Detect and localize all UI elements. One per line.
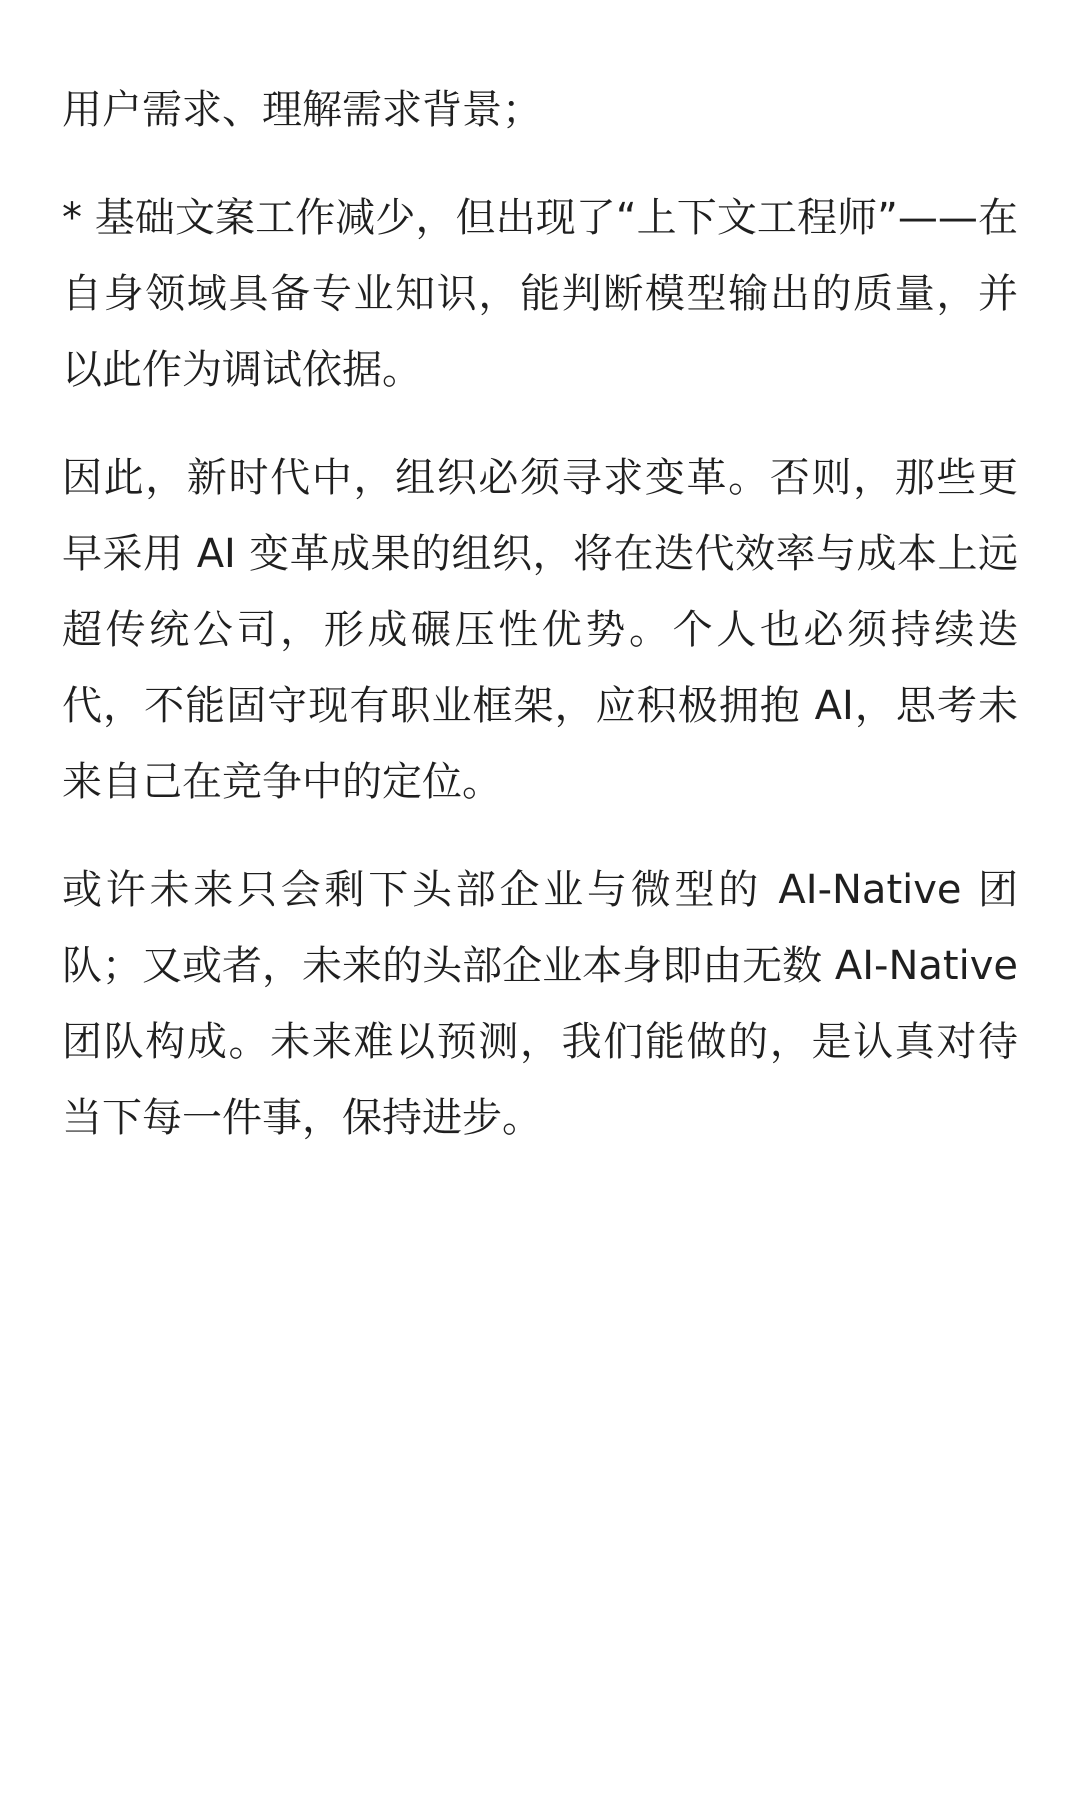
paragraph-future-outlook: 或许未来只会剩下头部企业与微型的 AI-Native 团队；又或者，未来的头部企业本身即由无数 AI-Native 团队构成。未来难以预测，我们能做的，是认真对待当下每一件事，保持进步。 — [62, 867, 1018, 1141]
paragraph-context-engineer: * 基础文案工作减少，但出现了“上下文工程师”——在自身领域具备专业知识，能判断模型输出的质量，并以此作为调试依据。 — [62, 195, 1018, 393]
paragraph-organizational-change: 因此，新时代中，组织必须寻求变革。否则，那些更早采用 AI 变革成果的组织，将在迭代效率与成本上远超传统公司，形成碾压性优势。个人也必须持续迭代，不能固守现有职业框架，应积极拥抱 AI，思考未来自己在竞争中的定位。 — [62, 455, 1018, 805]
paragraph-intro: 用户需求、理解需求背景； — [62, 87, 542, 133]
